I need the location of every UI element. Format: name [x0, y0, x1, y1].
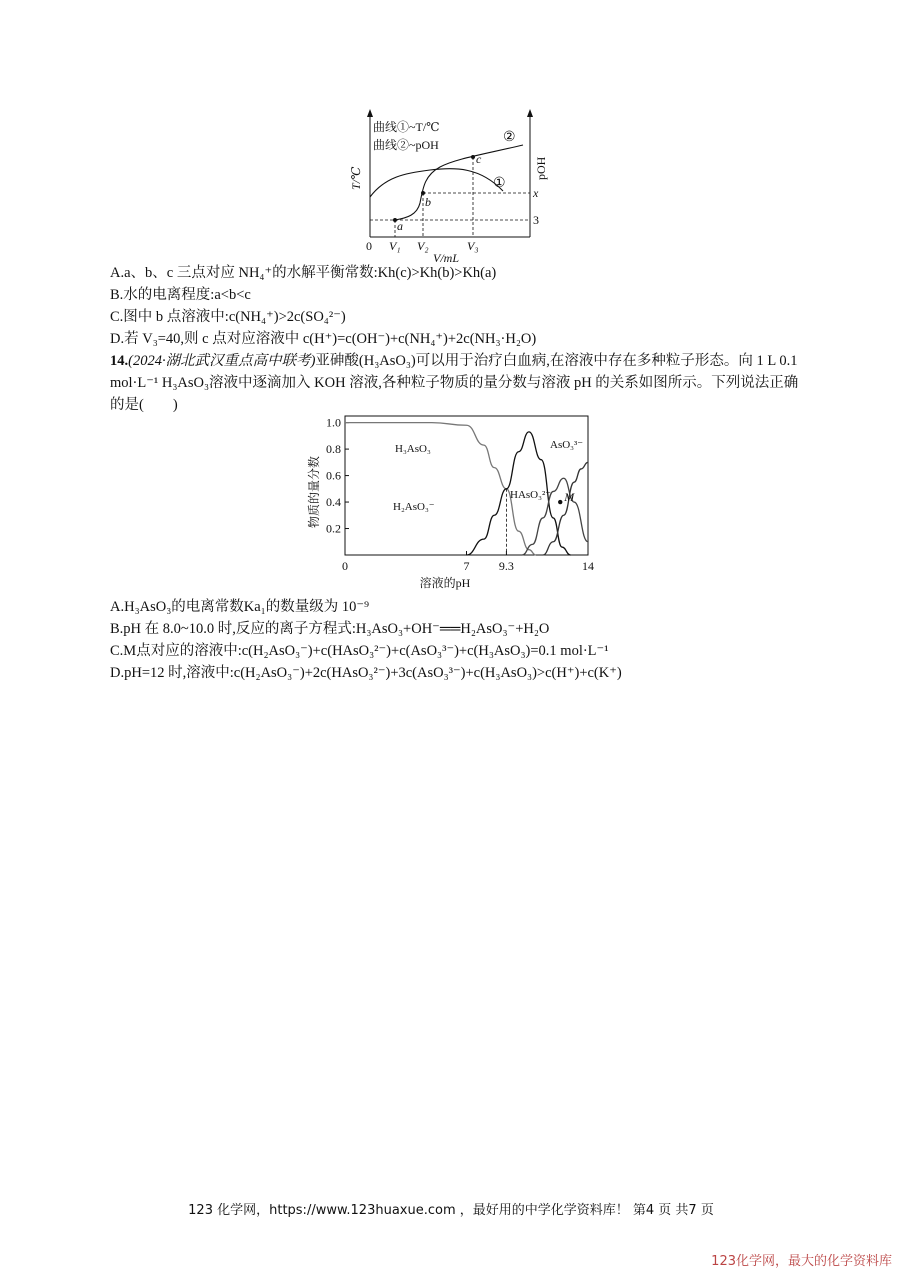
- point-b-label: b: [425, 195, 431, 209]
- curve-2-mark: ②: [503, 130, 516, 145]
- left-axis-label: T/℃: [349, 166, 363, 190]
- y-tick-label: 0.2: [326, 521, 341, 536]
- series-label-0: H₃AsO₃: [395, 443, 431, 455]
- series-label-3: AsO₃³⁻: [550, 439, 584, 451]
- q13-option-a: A.a、b、c 三点对应 NH₄⁺的水解平衡常数:Kh(c)>Kh(b)>Kh(a): [110, 265, 497, 281]
- q14-text: 亚砷酸(H₃AsO₃)可以用于治疗白血病,在溶液中存在多种粒子形态。向 1 L 0.1 mol·L⁻¹ H₃AsO₃溶液中逐滴加入 KOH 溶液,各种粒子物质的量分数与溶液 pH 的关系如图所示。下列说法正确的是( ): [110, 353, 799, 413]
- q13-option-d: D.若 V₃=40,则 c 点对应溶液中 c(H⁺)=c(OH⁻)+c(NH₄⁺)+2c(NH₃·H₂O): [110, 331, 537, 347]
- right-axis-label: pOH: [534, 156, 548, 180]
- x-tick-label: 14: [582, 559, 594, 573]
- q14-option-c: C.M点对应的溶液中:c(H₂AsO₃⁻)+c(HAsO₃²⁻)+c(AsO₃³⁻)+c(H₃AsO₃)=0.1 mol·L⁻¹: [110, 643, 609, 659]
- q14-option-a: A.H₃AsO₃的电离常数Ka₁的数量级为 10⁻⁹: [110, 599, 370, 615]
- tick-v1: V₁: [389, 239, 401, 253]
- site-watermark: 123化学网，最大的化学资料库: [711, 1254, 892, 1269]
- q14-option-d: D.pH=12 时,溶液中:c(H₂AsO₃⁻)+2c(HAsO₃²⁻)+3c(AsO₃³⁻)+c(H₃AsO₃)>c(H⁺)+c(K⁺): [110, 665, 622, 681]
- q14-source: (2024·湖北武汉重点高中联考): [128, 353, 316, 369]
- tick-v2: V₂: [417, 239, 429, 253]
- q14-number: 14.: [110, 353, 129, 369]
- plot-frame: [345, 416, 588, 555]
- tick-v3: V₃: [467, 239, 479, 253]
- chart-xlabel: 溶液的pH: [419, 576, 471, 590]
- chart-ylabel: 物质的量分数: [307, 455, 321, 529]
- q14-stem: [110, 350, 800, 416]
- tick-x: x: [533, 186, 539, 200]
- x-tick-label: 0: [342, 559, 348, 573]
- series-label-1: H₂AsO₃⁻: [393, 501, 435, 513]
- curve-1-mark: ①: [493, 176, 506, 191]
- tick-3: 3: [533, 213, 539, 227]
- titration-figure: [345, 105, 560, 265]
- y-tick-label: 0.4: [326, 495, 341, 510]
- y-tick-label: 1.0: [326, 415, 341, 430]
- x-axis-label: V/mL: [433, 251, 460, 265]
- point-c-label: c: [476, 152, 482, 166]
- point-a-label: a: [397, 219, 403, 233]
- series-label-2: HAsO₃²⁻: [510, 489, 552, 501]
- q13-option-c: C.图中 b 点溶液中:c(NH₄⁺)>2c(SO₄²⁻): [110, 309, 346, 325]
- distribution-chart: [300, 410, 600, 595]
- point-m: [558, 500, 562, 504]
- page-footer: 123 化学网，https://www.123huaxue.com ，最好用的中学化学资料库！ 第4 页 共7 页: [188, 1203, 714, 1218]
- origin-label: 0: [366, 239, 372, 253]
- q14-option-b: B.pH 在 8.0~10.0 时,反应的离子方程式:H₃AsO₃+OH⁻══H₂AsO₃⁻+H₂O: [110, 621, 550, 637]
- y-tick-label: 0.6: [326, 468, 341, 483]
- legend-curve-2: 曲线②~pOH: [373, 138, 439, 152]
- q13-option-b: B.水的电离程度:a<b<c: [110, 287, 251, 303]
- legend-curve-1: 曲线①~T/℃: [373, 120, 440, 134]
- x-tick-label: 9.3: [498, 559, 514, 573]
- point-m-label: M: [564, 490, 575, 505]
- y-tick-label: 0.8: [326, 442, 341, 457]
- x-tick-label: 7: [463, 559, 470, 573]
